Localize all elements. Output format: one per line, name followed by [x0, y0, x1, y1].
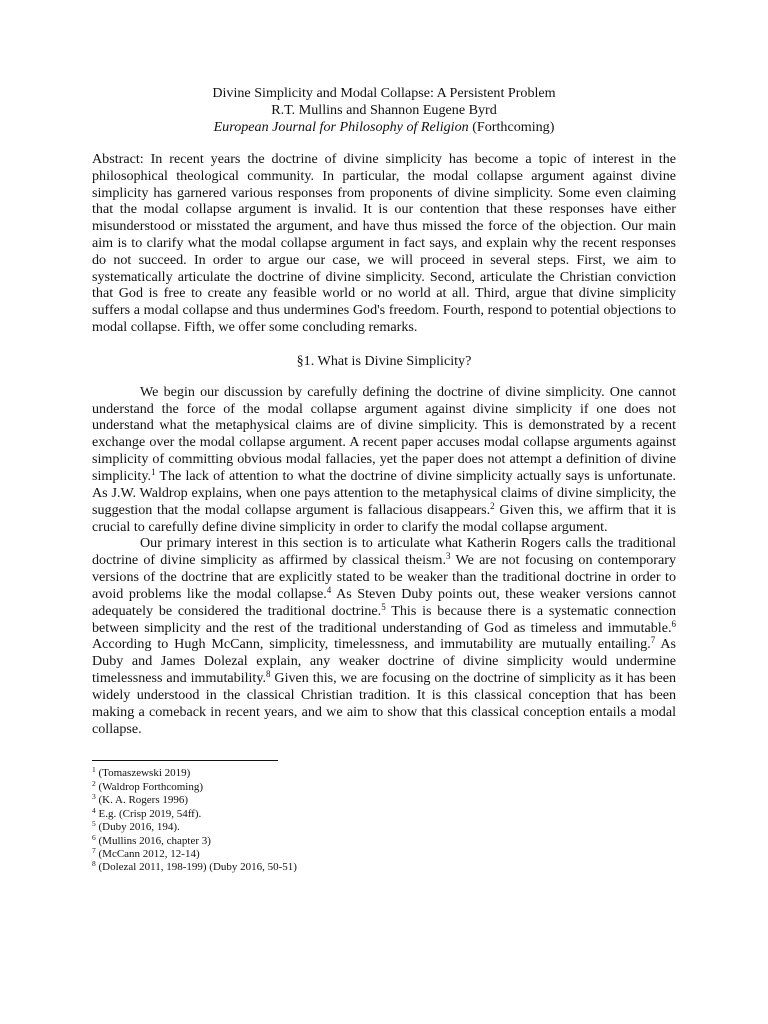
text-run: As Steven Duby points out, these weaker versions cannot adequately be considered the traditional doctrine. [92, 585, 676, 619]
footnote-ref[interactable]: 4 [326, 584, 332, 595]
footnote-ref[interactable]: 2 [490, 500, 495, 511]
footnote-number: 2 [92, 778, 96, 788]
footnote-text: (K. A. Rogers 1996) [95, 794, 189, 807]
text-run: Given this, we are focusing on the doctrine of simplicity as it has been widely understood in the classical Christian tradition. It is this classical conception that has been making a comeback in recent years, and we aim to show that this classical conception entails a modal collapse. [92, 670, 677, 737]
footnote-number: 3 [92, 792, 96, 802]
footnote-text: (Tomaszewski 2019) [95, 767, 191, 780]
paper-venue [92, 119, 676, 136]
text-run: As Duby and James Dolezal explain, any weaker doctrine of divine simplicity would undermine timelessness and immutability. [92, 636, 676, 687]
body-paragraph-1 [92, 384, 676, 536]
footnote-ref[interactable]: 8 [266, 669, 271, 680]
footnote-number: 1 [92, 765, 96, 775]
text-run: We are not focusing on contemporary versions of the doctrine that are explicitly stated to be weaker than the traditional doctrine in order to avoid problems like the modal collapse. [92, 552, 676, 602]
footnote-ref[interactable]: 6 [671, 618, 676, 629]
footnote-ref[interactable]: 1 [150, 466, 156, 477]
journal-name: European Journal for Philosophy of Religion [213, 119, 469, 135]
text-run: We begin our discussion by carefully defining the doctrine of divine simplicity. One cannot understand the force of the modal collapse argument against divine simplicity if one does not understand what the metaphysical claims are of divine simplicity. This is demonstrated by a recent exchange over the modal collapse argument. A recent paper accuses modal collapse arguments against simplicity of committing obvious modal fallacies, yet the paper does not attempt a definition of divine simplicity. [92, 383, 676, 484]
footnote-text: (Dolezal 2011, 198-199) (Duby 2016, 50-51) [95, 861, 297, 874]
footnote [92, 778, 676, 794]
footnote-text: E.g. (Crisp 2019, 54ff). [95, 807, 202, 820]
title-block [92, 85, 676, 136]
paper-authors: R.T. Mullins and Shannon Eugene Byrd [271, 102, 497, 118]
footnote-text: (Mullins 2016, chapter 3) [95, 834, 211, 847]
text-run: According to Hugh McCann, simplicity, timelessness, and immutability are mutually entailing. [92, 636, 651, 653]
footnote-number: 5 [92, 819, 96, 829]
footnote [92, 821, 676, 834]
footnote [92, 861, 676, 874]
footnote [92, 805, 676, 821]
footnote-text: (Duby 2016, 194). [95, 821, 180, 834]
footnotes [92, 767, 676, 874]
footnote [92, 845, 676, 861]
footnote-number: 7 [92, 845, 96, 855]
footnote-number: 6 [92, 832, 96, 842]
footnote-ref[interactable]: 7 [650, 635, 656, 646]
body-paragraph-2 [92, 535, 676, 737]
footnote [92, 767, 676, 780]
section-heading: §1. What is Divine Simplicity? [296, 352, 472, 369]
text-run: Given this, we affirm that it is crucial to carefully define divine simplicity in order to clarify the modal collapse argument. [92, 501, 676, 535]
text-run: This is because there is a systematic connection between simplicity and the rest of the traditional understanding of God as timeless and immutable. [92, 602, 676, 636]
paper-title: Divine Simplicity and Modal Collapse: A Persistent Problem [212, 85, 556, 101]
footnote-ref[interactable]: 5 [381, 601, 386, 612]
publication-status: (Forthcoming) [468, 119, 555, 135]
footnote [92, 794, 676, 807]
text-run: The lack of attention to what the doctrine of divine simplicity actually says is unfortunate. As J.W. Waldrop explains, when one pays attention to the metaphysical claims of divine simplicity, the suggestion that the modal collapse argument is fallacious disappears. [92, 467, 676, 518]
footnote-number: 4 [92, 805, 96, 815]
footnote-number: 8 [92, 859, 96, 869]
footnote-divider [92, 760, 278, 761]
footnote [92, 832, 676, 848]
footnote-ref[interactable]: 3 [446, 551, 451, 562]
footnote-text: (McCann 2012, 12-14) [95, 847, 200, 860]
text-run: Our primary interest in this section is to articulate what Katherin Rogers calls the traditional doctrine of divine simplicity as affirmed by classical theism. [92, 535, 676, 569]
abstract: Abstract: In recent years the doctrine of divine simplicity has become a topic of interest in the philosophical theological community. In particular, the modal collapse argument against divine simplicity has garnered various responses from proponents of divine simplicity. Some even claiming that the modal collapse argument is invalid. It is our contention that these responses have either misunderstood or misstated the argument, and have thus missed the force of the objection. Our main aim is to clarify what the modal collapse argument in fact says, and explain why the recent responses do not succeed. In order to argue our case, we will proceed in several steps. First, we aim to systematically articulate the doctrine of divine simplicity. Second, articulate the Christian conviction that God is free to create any feasible world or no world at all. Third, argue that divine simplicity suffers a modal collapse and thus undermines God's freedom. Fourth, respond to potential objections to modal collapse. Fifth, we offer some concluding remarks. [92, 151, 676, 335]
footnote-text: (Waldrop Forthcoming) [95, 780, 204, 793]
